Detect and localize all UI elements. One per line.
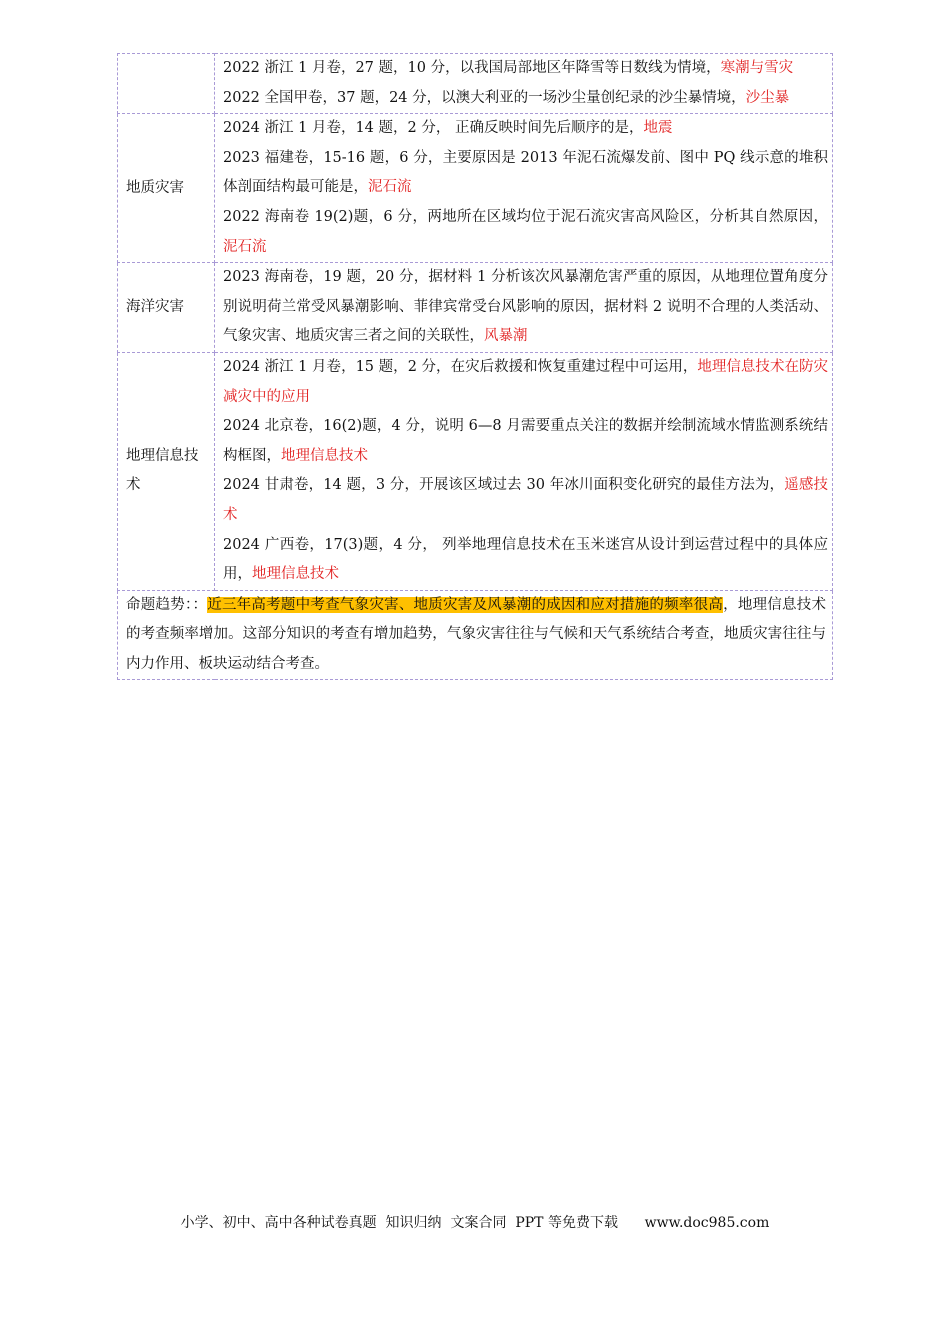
exam-entry: [223, 203, 828, 262]
entry-text: 2024 浙江 1 月卷，15 题，2 分，在灾后救援和恢复重建过程中可运用，: [223, 358, 698, 375]
trend-cell: [118, 590, 833, 680]
exam-entry: [223, 84, 828, 114]
category-cell: [118, 114, 215, 263]
exam-table: [117, 53, 833, 680]
table-row: [118, 590, 833, 680]
entry-text: 2022 全国甲卷，37 题，24 分，以澳大利亚的一场沙尘量创纪录的沙尘暴情境，: [223, 89, 746, 106]
entry-text: 2022 海南卷 19(2)题，6 分，两地所在区域均位于泥石流灾害高风险区，分析其自然原因，: [223, 208, 828, 225]
entry-topic: 泥石流: [223, 238, 267, 255]
exam-entry: [223, 144, 828, 203]
entries-cell: [215, 54, 833, 114]
entries-cell: [215, 352, 833, 590]
exam-entry: [223, 412, 828, 471]
entry-text: 2023 福建卷，15-16 题，6 分，主要原因是 2013 年泥石流爆发前、图中 PQ 线示意的堆积体剖面结构最可能是，: [223, 149, 828, 196]
trend-highlight: 近三年高考题中考查气象灾害、地质灾害及风暴潮的成因和应对措施的频率很高: [207, 596, 724, 613]
category-label: 地质灾害: [126, 179, 184, 196]
category-cell: [118, 263, 215, 353]
category-cell: [118, 352, 215, 590]
entry-text: 2023 海南卷，19 题，20 分，据材料 1 分析该次风暴潮危害严重的原因，从地理位置角度分别说明荷兰常受风暴潮影响、菲律宾常受台风影响的原因，据材料 2 说明不合理的人类活动、气象灾害、地质灾害三者之间的关联性，: [223, 269, 828, 345]
entry-text: 2024 北京卷，16(2)题，4 分，说明 6—8 月需要重点关注的数据并绘制流域水情监测系统结构框图，: [223, 418, 828, 464]
exam-entry: [223, 114, 828, 144]
table-row: [118, 263, 833, 353]
entry-text: 2024 甘肃卷，14 题，3 分，开展该区域过去 30 年冰川面积变化研究的最佳方法为，: [223, 477, 785, 494]
entry-topic: 地理信息技术: [281, 447, 368, 464]
entry-topic: 泥石流: [368, 179, 412, 196]
entries-cell: [215, 114, 833, 263]
exam-entry: [223, 531, 828, 590]
entry-topic: 地震: [643, 120, 673, 137]
table-row: [118, 54, 833, 114]
exam-entry: [223, 263, 828, 352]
entry-topic: 风暴潮: [484, 328, 528, 345]
category-label: 海洋灾害: [126, 299, 184, 316]
exam-entry: [223, 353, 828, 412]
entry-text: 2024 浙江 1 月卷，14 题，2 分， 正确反映时间先后顺序的是，: [223, 120, 644, 137]
category-label: 地理信息技术: [126, 448, 199, 494]
category-cell: [118, 54, 215, 114]
entry-text: 2024 广西卷，17(3)题，4 分， 列举地理信息技术在玉米迷宫从设计到运营过程中的具体应用，: [223, 536, 828, 583]
entry-topic: 寒潮与雪灾: [720, 60, 794, 76]
table-row: [118, 352, 833, 590]
entry-topic: 沙尘暴: [745, 89, 790, 106]
page-footer: 小学、初中、高中各种试卷真题 知识归纳 文案合同 PPT 等免费下载 www.doc985.com: [180, 1215, 770, 1231]
entries-cell: [215, 263, 833, 353]
entry-topic: 遥感技术: [223, 477, 828, 523]
exam-entry: [223, 54, 828, 84]
trend-label: 命题趋势：: [126, 596, 193, 613]
exam-entry: [223, 471, 828, 530]
trend-text: ，地理信息技术的考查频率增加。这部分知识的考查有增加趋势，气象灾害往往与气候和天气系统结合考查，地质灾害往往与内力作用、板块运动结合考查。: [126, 596, 827, 672]
entry-topic: 地理信息技术在防灾减灾中的应用: [223, 358, 828, 405]
entry-topic: 地理信息技术: [252, 566, 339, 583]
entry-text: 2022 浙江 1 月卷，27 题，10 分，以我国局部地区年降雪等日数线为情境，: [223, 60, 721, 76]
trend-colon: ：: [192, 596, 208, 613]
table-row: [118, 114, 833, 263]
